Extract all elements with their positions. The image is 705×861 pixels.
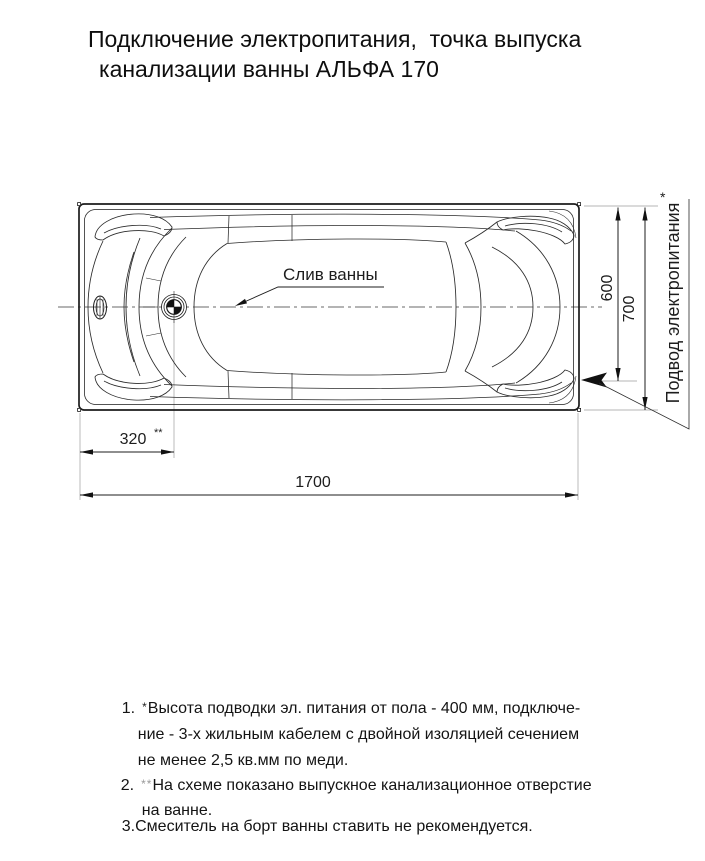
note-2-line-1: 2. **На схеме показано выпускное канализационное отверстие: [120, 777, 592, 794]
dim-1700-label: 1700: [295, 474, 331, 491]
dim-320-mark: **: [154, 427, 163, 439]
note-1-number: 1.: [121, 700, 136, 717]
page-title-line2: канализации ванны АЛЬФА 170: [99, 56, 439, 82]
note-1-line-1: 1. *Высота подводки эл. питания от пола - 400 мм, подключе-: [121, 700, 581, 717]
note-3-line-1: 3.Смеситель на борт ванны ставить не рекомендуется.: [121, 818, 533, 835]
note-1-line-2: ние - 3-х жильным кабелем с двойной изоляцией сечением: [137, 726, 580, 743]
note-2-number: 2.: [120, 777, 135, 794]
page-title-line1: Подключение электропитания, точка выпуска: [88, 26, 582, 52]
note-2-line-2: на ванне.: [141, 802, 213, 819]
note-3-number: 3.: [121, 818, 136, 835]
dim-700-label: 700: [621, 295, 638, 323]
dim-320-label: 320: [119, 431, 147, 448]
note-2-marker: **: [141, 777, 153, 791]
note-1-line-3: не менее 2,5 кв.мм по меди.: [137, 752, 349, 769]
power-label: Подвод электропитания: [663, 202, 683, 404]
dim-600-label: 600: [599, 274, 616, 302]
note-1-marker: *: [142, 700, 148, 714]
drain-label: Слив ванны: [283, 265, 378, 284]
power-label-mark: *: [660, 189, 666, 205]
